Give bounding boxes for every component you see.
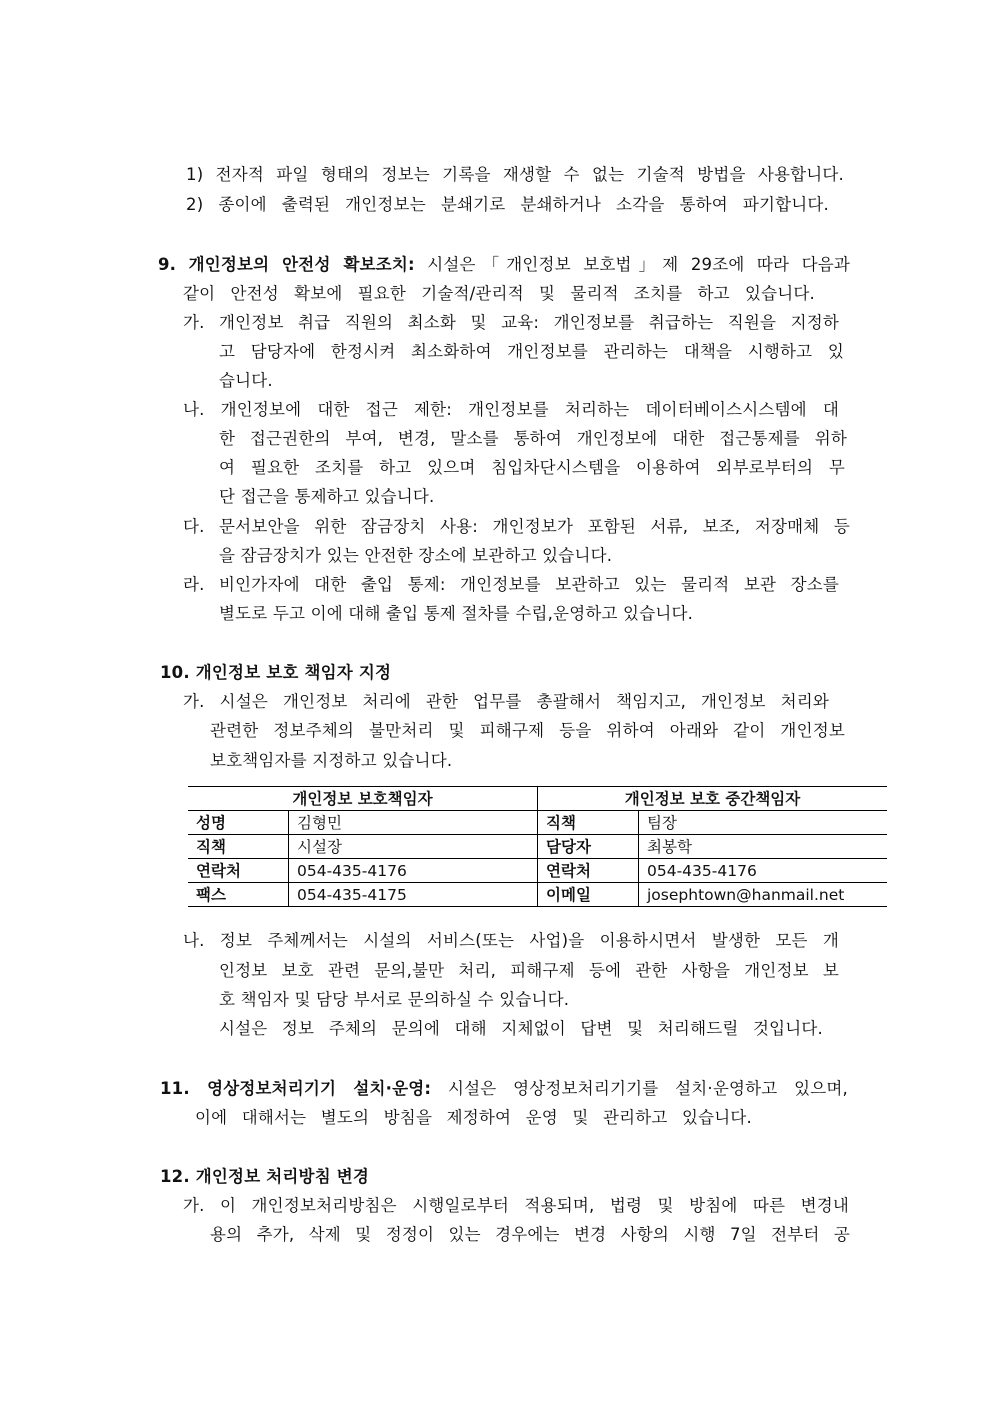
section-9-ga-3: 습니다.: [219, 371, 273, 390]
section-12-ga-2: 용의 추가, 삭제 및 정정이 있는 경우에는 변경 사항의 시행 7일 전부터 공: [210, 1225, 850, 1244]
table-header-row: [188, 787, 887, 811]
table-cell-key: 담당자: [538, 835, 639, 859]
table-cell-value: 최봉학: [639, 835, 888, 859]
section-9-heading: [158, 254, 850, 276]
section-10-title: 10. 개인정보 보호 책임자 지정: [160, 663, 392, 682]
table-cell-value: 시설장: [289, 835, 538, 859]
section-9-text: 시설은「개인정보 보호법」제 29조에 따라 다음과: [427, 255, 850, 274]
section-9-ra-1: 라. 비인가자에 대한 출입 통제: 개인정보를 보관하고 있는 물리적 보관 장소를: [183, 575, 839, 594]
table-cell-key: 성명: [188, 811, 289, 835]
section-9-da-1: 다. 문서보안을 위한 잠금장치 사용: 개인정보가 포함된 서류, 보조, 저장매체 등: [183, 517, 850, 536]
section-11-text: 시설은 영상정보처리기기를 설치·운영하고 있으며,: [447, 1079, 848, 1098]
table-cell-key: 연락처: [188, 859, 289, 883]
section-9-na-4: 단 접근을 통제하고 있습니다.: [219, 487, 435, 506]
section-11-text-2: 이에 대해서는 별도의 방침을 제정하여 운영 및 관리하고 있습니다.: [195, 1108, 752, 1127]
destroy-item-2: 2) 종이에 출력된 개인정보는 분쇄기로 분쇄하거나 소각을 통하여 파기합니다.: [186, 195, 829, 214]
section-10-ga-1: 가. 시설은 개인정보 처리에 관한 업무를 총괄해서 책임지고, 개인정보 처리와: [183, 692, 829, 711]
section-9-title: 개인정보의 안전성 확보조치:: [188, 255, 415, 274]
table-cell-key: 이메일: [538, 883, 639, 907]
table-cell-key: 직책: [188, 835, 289, 859]
section-9-number: 9.: [158, 255, 177, 274]
email-address[interactable]: josephtown@hanmail.net: [639, 883, 888, 907]
table-cell-key: 팩스: [188, 883, 289, 907]
table-cell-value: 팀장: [639, 811, 888, 835]
section-10-na-1: 나. 정보 주체께서는 시설의 서비스(또는 사업)을 이용하시면서 발생한 모든 개: [183, 931, 839, 950]
section-10-na-2: 인정보 보호 관련 문의,불만 처리, 피해구제 등에 관한 사항을 개인정보 보: [219, 961, 839, 980]
table-row: [188, 835, 887, 859]
table-cell-key: 연락처: [538, 859, 639, 883]
section-9-na-3: 여 필요한 조치를 하고 있으며 침입차단시스템을 이용하여 외부로부터의 무: [219, 458, 845, 477]
section-9-na-1: 나. 개인정보에 대한 접근 제한: 개인정보를 처리하는 데이터베이스시스템에 대: [183, 400, 839, 419]
section-9-ga-1: 가. 개인정보 취급 직원의 최소화 및 교육: 개인정보를 취급하는 직원을 지정하: [183, 313, 839, 332]
destroy-item-1: 1) 전자적 파일 형태의 정보는 기록을 재생할 수 없는 기술적 방법을 사용합니다.: [186, 165, 844, 184]
table-header-officer: 개인정보 보호책임자: [188, 787, 538, 811]
table-cell-value: 054-435-4176: [639, 859, 888, 883]
section-12-title: 12. 개인정보 처리방침 변경: [160, 1167, 370, 1186]
section-11-title: 11. 영상정보처리기기 설치·운영:: [160, 1079, 432, 1098]
section-10-na-3: 호 책임자 및 담당 부서로 문의하실 수 있습니다.: [219, 990, 570, 1009]
section-10-ga-2: 관련한 정보주체의 불만처리 및 피해구제 등을 위하여 아래와 같이 개인정보: [210, 721, 845, 740]
section-9-text-2: 같이 안전성 확보에 필요한 기술적/관리적 및 물리적 조치를 하고 있습니다.: [183, 284, 815, 303]
section-11-heading: [160, 1078, 848, 1100]
section-12-ga-1: 가. 이 개인정보처리방침은 시행일로부터 적용되며, 법령 및 방침에 따른 변경내: [183, 1196, 849, 1215]
table-cell-value: 054-435-4175: [289, 883, 538, 907]
table-cell-value: 김형민: [289, 811, 538, 835]
section-9-ga-2: 고 담당자에 한정시켜 최소화하여 개인정보를 관리하는 대책을 시행하고 있: [219, 342, 844, 361]
table-row: [188, 859, 887, 883]
table-cell-value: 054-435-4176: [289, 859, 538, 883]
section-9-na-2: 한 접근권한의 부여, 변경, 말소를 통하여 개인정보에 대한 접근통제를 위하: [219, 429, 847, 448]
section-10-ga-3: 보호책임자를 지정하고 있습니다.: [210, 751, 453, 770]
table-cell-key: 직책: [538, 811, 639, 835]
section-10-na-4: 시설은 정보 주체의 문의에 대해 지체없이 답변 및 처리해드릴 것입니다.: [219, 1019, 823, 1038]
privacy-officer-table: [188, 786, 887, 907]
table-row: [188, 811, 887, 835]
section-9-da-2: 을 잠금장치가 있는 안전한 장소에 보관하고 있습니다.: [219, 546, 613, 565]
table-row: [188, 883, 887, 907]
table-header-deputy: 개인정보 보호 중간책임자: [538, 787, 888, 811]
section-9-ra-2: 별도로 두고 이에 대해 출입 통제 절차를 수립,운영하고 있습니다.: [219, 604, 694, 623]
